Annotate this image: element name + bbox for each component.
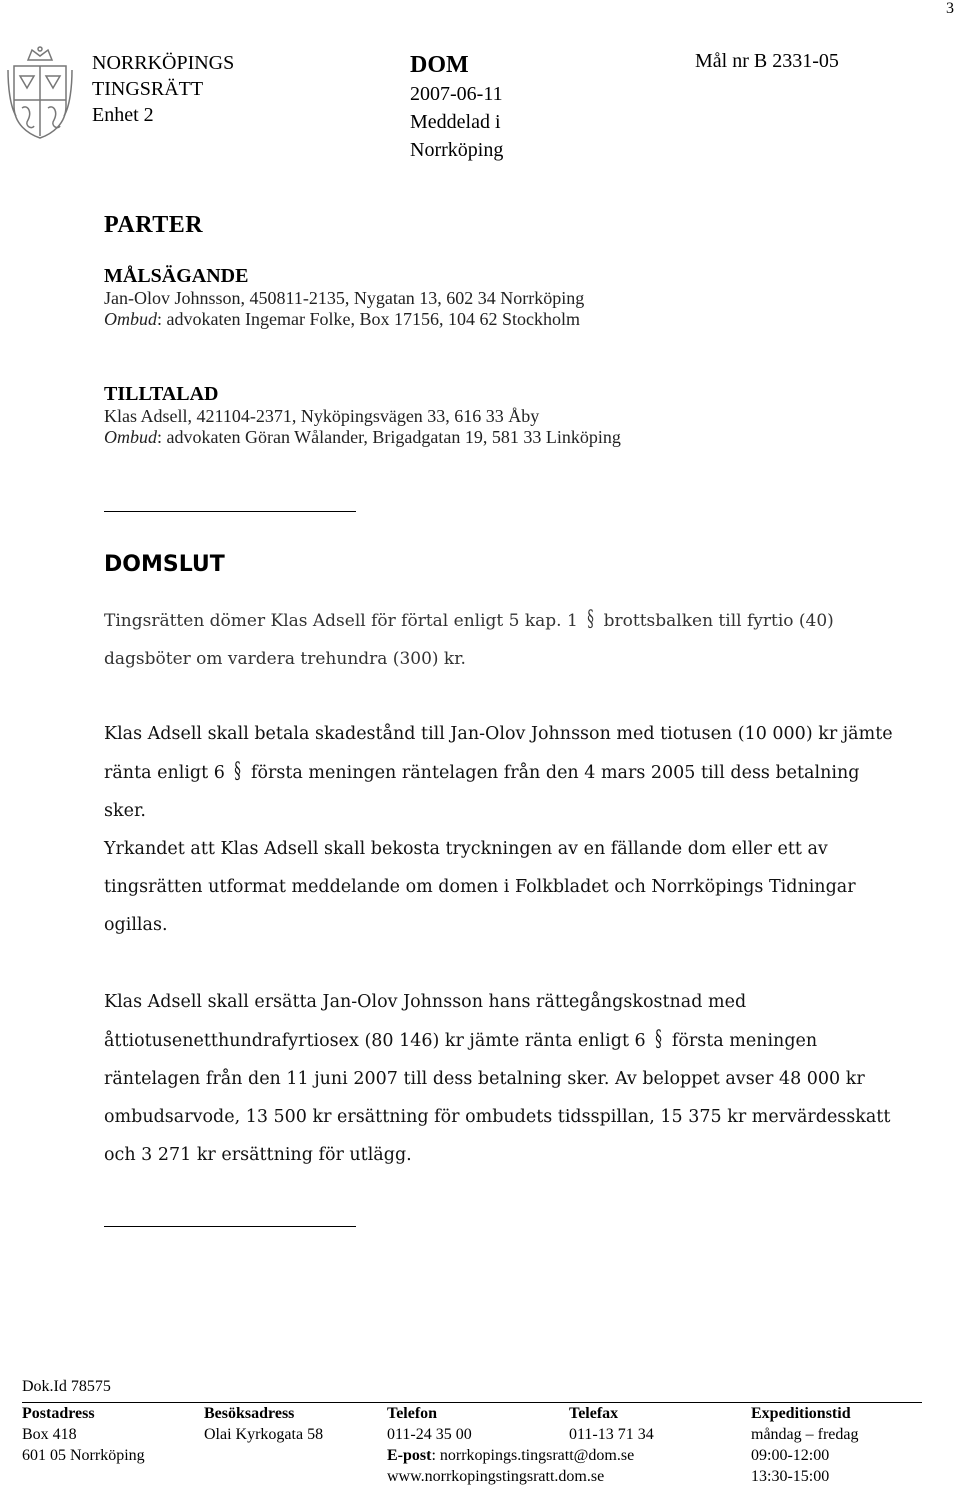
judgment-paragraph-1 xyxy=(104,601,904,678)
judgment-heading: DOMSLUT xyxy=(104,552,225,577)
document-header xyxy=(410,50,503,164)
paragraph-text: Klas Adsell skall ersätta Jan-Olov Johnsson hans rättegångskostnad med åttiotusenetthundrafyrtiosex (80 146) kr jämte ränta enligt 6 xyxy=(104,992,747,1051)
page-number: 3 xyxy=(946,0,954,17)
website: www.norrkopingstingsratt.dom.se xyxy=(387,1468,605,1485)
case-number: Mål nr B 2331-05 xyxy=(695,50,839,72)
email-address: : norrkopings.tingsratt@dom.se xyxy=(431,1447,635,1464)
plaintiff-heading: MÅLSÄGANDE xyxy=(104,265,249,287)
court-unit: Enhet 2 xyxy=(92,104,154,126)
footer-empty xyxy=(204,1466,387,1487)
footer-contact-grid xyxy=(22,1403,922,1487)
office-hours-afternoon: 13:30-15:00 xyxy=(751,1468,830,1485)
defendant-counsel xyxy=(104,427,621,448)
office-days: måndag – fredag xyxy=(751,1426,859,1443)
paragraph-text: första meningen räntelagen från den 4 mars 2005 till dess betalning sker. xyxy=(104,763,860,821)
judgment-paragraph-3 xyxy=(104,830,904,944)
email-line xyxy=(387,1445,751,1466)
footer-header-fax: Telefax xyxy=(569,1405,619,1422)
postal-code: 601 05 Norrköping xyxy=(22,1447,145,1464)
court-name xyxy=(92,50,234,128)
delivered-line-1: Meddelad i xyxy=(410,111,501,133)
footer-header-postal: Postadress xyxy=(22,1405,95,1422)
paragraph-text: Yrkandet att Klas Adsell skall bekosta tryckningen av en fällande dom eller ett av tingsrätten utformat meddelande om domen i Folkbladet och Norrköpings Tidningar ogillas. xyxy=(104,839,856,935)
counsel-label: Ombud xyxy=(104,427,157,447)
separator-line xyxy=(104,511,356,512)
counsel-label: Ombud xyxy=(104,309,157,329)
plaintiff-details: Jan-Olov Johnsson, 450811-2135, Nygatan 13, 602 34 Norrköping xyxy=(104,288,585,308)
fax-number: 011-13 71 34 xyxy=(569,1426,654,1443)
section-sign: § xyxy=(587,607,595,632)
defendant-details: Klas Adsell, 421104-2371, Nyköpingsvägen 33, 616 33 Åby xyxy=(104,406,540,426)
coat-of-arms-logo xyxy=(6,46,74,140)
document-id: Dok.Id 78575 xyxy=(22,1378,111,1395)
delivered-line-2: Norrköping xyxy=(410,139,504,161)
footer-empty xyxy=(204,1445,387,1466)
paragraph-text: Klas Adsell skall betala skadestånd till Jan-Olov Johnsson med tiotusen (10 000) kr jämte ränta enligt 6 xyxy=(104,724,893,783)
section-sign: § xyxy=(655,1027,663,1052)
document-type: DOM xyxy=(410,52,469,78)
phone-number: 011-24 35 00 xyxy=(387,1426,472,1443)
paragraph-text: brottsbalken till fyrtio (40) dagsböter om vardera trehundra (300) kr. xyxy=(104,611,834,669)
footer xyxy=(22,1378,922,1487)
judgment-paragraph-4 xyxy=(104,983,904,1174)
counsel-details: : advokaten Ingemar Folke, Box 17156, 104 62 Stockholm xyxy=(157,309,580,329)
footer-header-hours: Expeditionstid xyxy=(751,1405,851,1422)
document-date: 2007-06-11 xyxy=(410,83,503,105)
court-line-2: TINGSRÄTT xyxy=(92,78,204,100)
court-line-1: NORRKÖPINGS xyxy=(92,52,235,74)
postal-address: Box 418 xyxy=(22,1426,77,1443)
paragraph-text: Tingsrätten dömer Klas Adsell för förtal enligt 5 kap. 1 xyxy=(104,611,578,631)
footer-header-phone: Telefon xyxy=(387,1405,438,1422)
footer-header-visit: Besöksadress xyxy=(204,1405,295,1422)
judgment-paragraph-2 xyxy=(104,715,904,830)
footer-empty xyxy=(22,1466,204,1487)
plaintiff-counsel xyxy=(104,309,584,330)
defendant-heading: TILLTALAD xyxy=(104,383,219,405)
office-hours-morning: 09:00-12:00 xyxy=(751,1447,830,1464)
section-sign: § xyxy=(234,759,242,784)
counsel-details: : advokaten Göran Wålander, Brigadgatan 19, 581 33 Linköping xyxy=(157,427,621,447)
separator-line xyxy=(104,1226,356,1227)
parties-heading: PARTER xyxy=(104,212,204,238)
visiting-address: Olai Kyrkogata 58 xyxy=(204,1426,324,1443)
defendant-block xyxy=(104,383,621,448)
plaintiff-block xyxy=(104,265,584,330)
email-label: E-post xyxy=(387,1447,432,1464)
paragraph-text: första meningen räntelagen från den 11 juni 2007 till dess betalning sker. Av beloppet avser 48 000 kr ombudsarvode, 13 500 kr ersättning för ombudets tidsspillan, 15 375 kr mervärdesskatt och 3 271 kr ersättning för utlägg. xyxy=(104,1031,891,1165)
